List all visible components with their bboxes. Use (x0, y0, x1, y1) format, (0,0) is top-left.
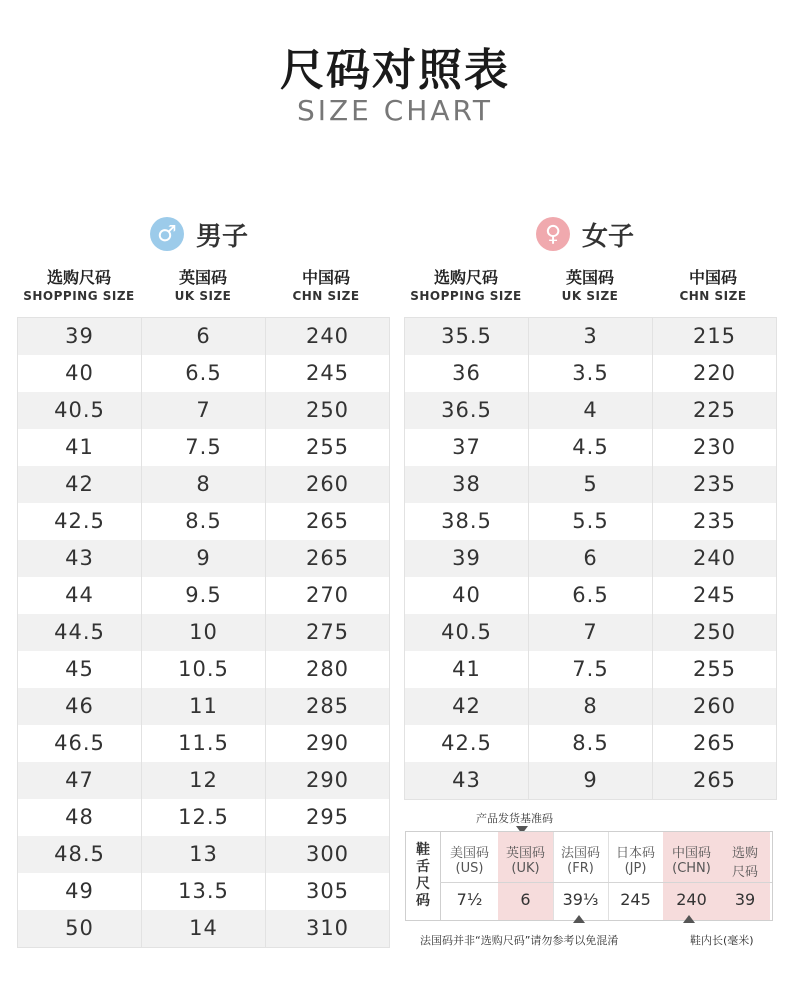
col-header-en: UK SIZE (561, 289, 619, 303)
table-cell: 43 (65, 546, 94, 570)
table-cell: 11 (141, 688, 265, 725)
table-row (18, 392, 389, 429)
col-header-en: SHOPPING SIZE (410, 289, 522, 303)
ref-header: 选购 (731, 846, 758, 861)
table-cell: 6 (528, 540, 652, 577)
table-cell: 38.5 (441, 509, 492, 533)
table-row (18, 614, 389, 651)
table-row (18, 910, 389, 947)
page-subtitle: SIZE CHART (296, 94, 494, 127)
ref-header: (CHN) (672, 861, 711, 876)
col-header-cn: 选购尺码 (433, 268, 498, 287)
female-section-header (536, 212, 634, 256)
table-cell: 44 (65, 583, 94, 607)
table-cell: 45 (65, 657, 94, 681)
table-row (18, 540, 389, 577)
col-header-cn: 选购尺码 (46, 268, 111, 287)
table-cell: 36 (452, 361, 481, 385)
table-cell: 35.5 (441, 324, 492, 348)
table-cell: 7 (528, 614, 652, 651)
table-cell: 10 (141, 614, 265, 651)
table-cell: 250 (652, 614, 776, 651)
page-title: 尺码对照表 (280, 45, 510, 96)
table-cell: 300 (265, 836, 389, 873)
male-symbol-icon: ♂ (150, 217, 184, 251)
table-cell: 305 (265, 873, 389, 910)
table-row (18, 651, 389, 688)
reference-box (405, 831, 773, 921)
table-cell: 48.5 (54, 842, 105, 866)
table-cell: 6.5 (141, 355, 265, 392)
table-cell: 260 (652, 688, 776, 725)
table-cell: 42.5 (441, 731, 492, 755)
table-row (18, 466, 389, 503)
table-cell: 260 (265, 466, 389, 503)
table-cell: 265 (265, 540, 389, 577)
ref-value: 240 (676, 890, 707, 909)
col-header-en: CHN SIZE (679, 289, 747, 303)
table-cell: 39 (65, 324, 94, 348)
table-cell: 40.5 (441, 620, 492, 644)
col-header-cn: 中国码 (301, 268, 350, 287)
col-header-en: CHN SIZE (292, 289, 360, 303)
table-row (18, 799, 389, 836)
table-row (405, 762, 776, 799)
table-cell: 46 (65, 694, 94, 718)
table-cell: 5 (528, 466, 652, 503)
table-row (405, 688, 776, 725)
table-cell: 265 (652, 762, 776, 799)
table-cell: 7.5 (141, 429, 265, 466)
table-cell: 245 (265, 355, 389, 392)
ref-column (498, 832, 554, 920)
male-size-table (17, 317, 390, 948)
table-row (405, 318, 776, 355)
table-cell: 220 (652, 355, 776, 392)
table-cell: 43 (452, 768, 481, 792)
ref-column (720, 832, 770, 920)
table-cell: 235 (652, 466, 776, 503)
table-cell: 265 (265, 503, 389, 540)
col-header-cn: 英国码 (178, 268, 227, 287)
table-cell: 8 (141, 466, 265, 503)
table-row (18, 762, 389, 799)
female-col-header-shopping (404, 268, 528, 304)
table-cell: 250 (265, 392, 389, 429)
table-cell: 215 (652, 318, 776, 355)
table-cell: 47 (65, 768, 94, 792)
table-cell: 230 (652, 429, 776, 466)
ref-column (608, 832, 664, 920)
ref-header: 美国码 (449, 846, 489, 861)
table-cell: 275 (265, 614, 389, 651)
table-cell: 44.5 (54, 620, 105, 644)
col-header-en: SHOPPING SIZE (23, 289, 135, 303)
ref-header: (UK) (511, 861, 540, 876)
table-row (18, 873, 389, 910)
table-cell: 225 (652, 392, 776, 429)
table-cell: 42 (65, 472, 94, 496)
table-cell: 240 (265, 318, 389, 355)
table-cell: 290 (265, 762, 389, 799)
table-cell: 9.5 (141, 577, 265, 614)
female-col-header-uk (528, 268, 652, 304)
table-cell: 40 (452, 583, 481, 607)
table-row (405, 392, 776, 429)
ref-header: (US) (455, 861, 484, 876)
ref-column (553, 832, 609, 920)
ref-value: 39⅓ (562, 890, 599, 909)
table-cell: 36.5 (441, 398, 492, 422)
table-cell: 6.5 (528, 577, 652, 614)
table-cell: 38 (452, 472, 481, 496)
ref-top-caption: 产品发货基准码 (476, 812, 553, 825)
table-cell: 270 (265, 577, 389, 614)
col-header-en: UK SIZE (174, 289, 232, 303)
male-col-header-uk (141, 268, 265, 304)
table-cell: 10.5 (141, 651, 265, 688)
table-cell: 42.5 (54, 509, 105, 533)
female-section-label: 女子 (582, 221, 635, 252)
table-row (18, 318, 389, 355)
ref-value: 6 (520, 890, 531, 909)
male-section-label: 男子 (196, 221, 249, 252)
table-cell: 6 (141, 318, 265, 355)
male-section-header (150, 212, 248, 256)
table-cell: 240 (652, 540, 776, 577)
table-cell: 245 (652, 577, 776, 614)
table-cell: 12 (141, 762, 265, 799)
side-label-char: 舌 (416, 859, 430, 875)
table-cell: 39 (452, 546, 481, 570)
table-cell: 265 (652, 725, 776, 762)
table-cell: 7.5 (528, 651, 652, 688)
ref-value: 39 (734, 890, 756, 909)
table-cell: 13 (141, 836, 265, 873)
table-cell: 255 (652, 651, 776, 688)
ref-header: 日本码 (615, 846, 655, 861)
table-cell: 11.5 (141, 725, 265, 762)
ref-header: (JP) (624, 861, 647, 876)
table-cell: 5.5 (528, 503, 652, 540)
table-cell: 12.5 (141, 799, 265, 836)
table-cell: 280 (265, 651, 389, 688)
table-row (405, 429, 776, 466)
table-cell: 50 (65, 916, 94, 940)
side-label-char: 尺 (416, 876, 430, 892)
table-row (18, 836, 389, 873)
table-row (18, 429, 389, 466)
table-cell: 40 (65, 361, 94, 385)
table-row (405, 725, 776, 762)
ref-header: 法国码 (560, 846, 600, 861)
ref-header: (FR) (567, 861, 594, 876)
table-cell: 7 (141, 392, 265, 429)
ref-separator (440, 882, 772, 883)
table-cell: 8 (528, 688, 652, 725)
ref-side-label (406, 832, 441, 920)
table-row (405, 577, 776, 614)
female-col-header-chn (651, 268, 775, 304)
table-row (405, 503, 776, 540)
male-col-header-shopping (17, 268, 141, 304)
table-cell: 41 (65, 435, 94, 459)
arrow-up-icon (683, 915, 695, 923)
table-cell: 46.5 (54, 731, 105, 755)
table-cell: 13.5 (141, 873, 265, 910)
table-cell: 255 (265, 429, 389, 466)
table-row (405, 466, 776, 503)
ref-header: 英国码 (505, 846, 545, 861)
female-size-table (404, 317, 777, 800)
table-cell: 49 (65, 879, 94, 903)
arrow-up-icon (573, 915, 585, 923)
table-cell: 310 (265, 910, 389, 947)
table-cell: 42 (452, 694, 481, 718)
table-cell: 4 (528, 392, 652, 429)
ref-column (441, 832, 499, 920)
table-cell: 290 (265, 725, 389, 762)
table-cell: 3 (528, 318, 652, 355)
table-cell: 285 (265, 688, 389, 725)
side-label-char: 码 (416, 893, 430, 909)
ref-value: 245 (620, 890, 651, 909)
col-header-cn: 中国码 (688, 268, 737, 287)
ref-column (663, 832, 721, 920)
table-row (405, 355, 776, 392)
table-cell: 3.5 (528, 355, 652, 392)
table-cell: 48 (65, 805, 94, 829)
table-row (405, 540, 776, 577)
table-cell: 235 (652, 503, 776, 540)
table-row (405, 614, 776, 651)
ref-header: 尺码 (731, 865, 758, 880)
table-cell: 9 (141, 540, 265, 577)
table-cell: 8.5 (141, 503, 265, 540)
ref-bottom-note: 法国码并非“选购尺码”请勿参考以免混淆 (420, 934, 619, 947)
ref-value: 7½ (456, 890, 483, 909)
table-row (18, 725, 389, 762)
col-header-cn: 英国码 (565, 268, 614, 287)
table-cell: 295 (265, 799, 389, 836)
table-cell: 9 (528, 762, 652, 799)
table-cell: 14 (141, 910, 265, 947)
table-cell: 41 (452, 657, 481, 681)
female-symbol-icon: ♀ (536, 217, 570, 251)
table-cell: 4.5 (528, 429, 652, 466)
ref-bottom-right: 鞋内长(毫米) (690, 934, 754, 947)
table-cell: 8.5 (528, 725, 652, 762)
table-cell: 40.5 (54, 398, 105, 422)
table-row (405, 651, 776, 688)
table-row (18, 355, 389, 392)
table-cell: 37 (452, 435, 481, 459)
ref-header: 中国码 (671, 846, 711, 861)
male-col-header-chn (264, 268, 388, 304)
table-row (18, 503, 389, 540)
side-label-char: 鞋 (416, 842, 430, 858)
table-row (18, 688, 389, 725)
table-row (18, 577, 389, 614)
